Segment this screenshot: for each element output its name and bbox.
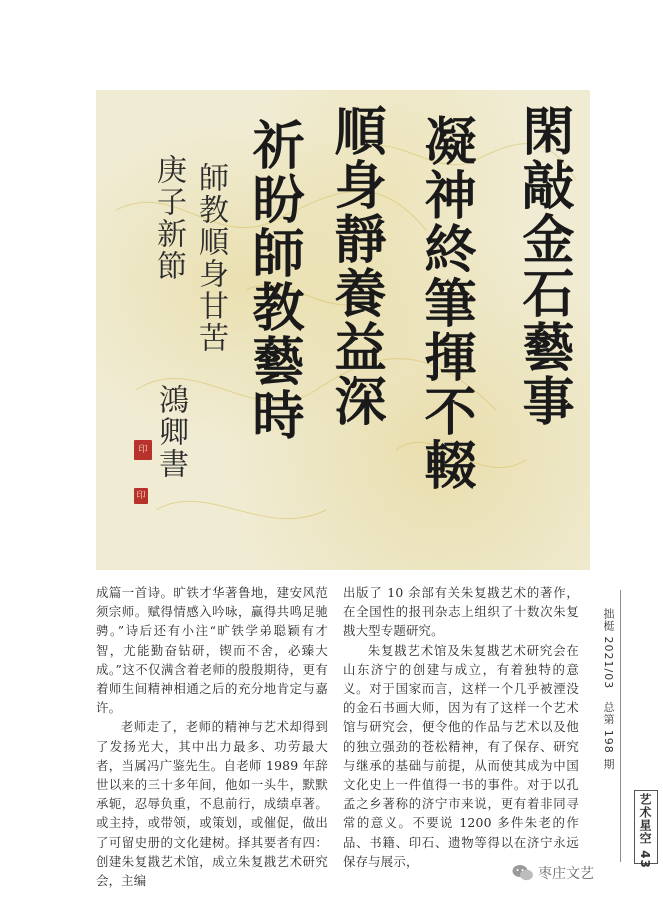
calligraphy-column-1: 閑敲金石藝事 [513,104,574,428]
calligraphy-artwork [96,90,590,570]
calligraphy-column-4: 祈盼師教藝時 [243,118,304,442]
seal-stamp-2: 印 [134,488,148,504]
inscription-column-1: 師教順身甘苦 [193,162,228,354]
article-column-right [343,583,579,871]
sidebar-divider [620,590,621,862]
seal-stamp-1: 印 [134,440,152,460]
paragraph: 朱复戡艺术馆及朱复戡艺术研究会在山东济宁的创建与成立，有着独特的意义。对于国家而言，这样一个几乎被湮没的金石书画大师，因为有了这样一个艺术馆与研究会，便令他的作品与艺术以及他的独立强劲的苍松精神，有了保存、研究与继承的基础与前提，从而使其成为中国文化史上一件值得一书的事件。对于以孔孟之乡著称的济宁市来说，更有着非同寻常的意义。不要说 1200 多件朱老的作品、书籍、印石、遗物等得以在济宁永远保存与展示， [343,642,579,869]
wechat-icon [512,864,534,882]
watermark-label: 枣庄文艺 [538,866,594,882]
page-number: 43 [638,850,652,869]
section-label: 艺术星空 [638,793,652,845]
calligraphy-column-2: 凝神終筆揮不輟 [415,114,476,492]
inscription-column-3: 鴻卿書 [153,384,188,480]
paragraph: 出版了 10 余部有关朱复戡艺术的著作，在全国性的报刊杂志上组织了十数次朱复戡大型专题研究。 [343,585,579,639]
inscription-column-2: 庚子新節 [151,154,186,282]
issue-info: 拙梃 2021/03 总第 198 期 [602,608,615,771]
calligraphy-column-3: 順身靜養益深 [325,104,386,428]
wechat-watermark [512,860,594,886]
paragraph: 成篇一首诗。旷铁才华著鲁地，建安风范须宗师。赋得情感入吟咏，赢得共鸣足驰骋。”诗后还有小注“旷铁学弟聪颖有才智，尤能勤奋钻研，锲而不舍，必臻大成。”这不仅满含着老师的殷殷期待，更有着师生间精神相通之后的充分地肯定与嘉许。 [96,585,328,716]
paragraph: 老师走了，老师的精神与艺术却得到了发扬光大，其中出力最多、功劳最大者，当属冯广鉴先生。自老师 1989 年辞世以来的三十多年间，他如一头牛，默默承轭，忍辱负重，不息前行，成绩卓著。或主持，或带领，或策划，或催促，做出了可留史册的文化建树。择其要者有四：创建朱复戡艺术馆，成立朱复戡艺术研究会，主编 [96,719,328,889]
section-title [637,793,654,869]
article-column-left [96,583,328,890]
